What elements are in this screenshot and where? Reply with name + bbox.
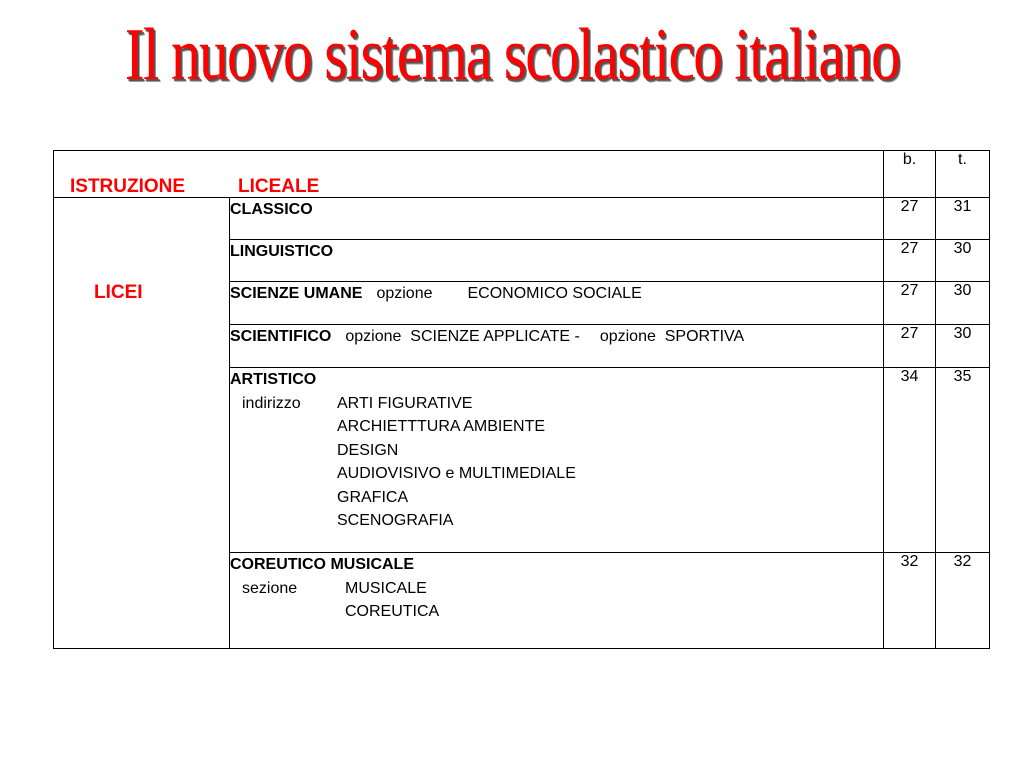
row-t: 30 xyxy=(936,282,990,325)
option-item: MUSICALE xyxy=(345,579,427,597)
licei-label: LICEI xyxy=(94,282,143,303)
option-item: SCENOGRAFIA xyxy=(337,512,454,529)
row-sub-word: indirizzo xyxy=(242,394,301,412)
row-t: 31 xyxy=(936,198,990,240)
row-name: CLASSICO xyxy=(230,201,313,218)
row-b: 32 xyxy=(884,553,936,649)
header-cell xyxy=(54,151,884,198)
table-header-row xyxy=(54,151,990,198)
row-option-value: ECONOMICO SOCIALE xyxy=(467,285,642,302)
licei-group-cell xyxy=(54,198,230,649)
option-item: GRAFICA xyxy=(337,488,409,506)
row-t: 32 xyxy=(936,553,990,649)
row-desc xyxy=(230,553,884,649)
header-istruzione: ISTRUZIONE xyxy=(70,176,186,197)
option-item: ARCHIETTTURA AMBIENTE xyxy=(337,418,546,435)
table-row xyxy=(54,198,990,240)
page-title: Il nuovo sistema scolastico italiano xyxy=(124,14,900,96)
row-desc xyxy=(230,240,884,282)
row-sub-word: sezione xyxy=(242,579,298,597)
row-option-applicate: opzione SCIENZE APPLICATE - xyxy=(345,328,580,345)
row-name: ARTISTICO xyxy=(230,371,317,388)
row-option-word: opzione xyxy=(376,285,433,302)
option-item: ARTI FIGURATIVE xyxy=(337,394,473,412)
row-desc xyxy=(230,282,884,325)
header-col-b: b. xyxy=(884,151,936,198)
row-t: 30 xyxy=(936,325,990,368)
header-liceale: LICEALE xyxy=(238,176,320,197)
row-desc xyxy=(230,198,884,240)
school-system-table xyxy=(53,150,990,649)
header-col-t: t. xyxy=(936,151,990,198)
row-t: 30 xyxy=(936,240,990,282)
row-name: SCIENZE UMANE xyxy=(230,285,363,302)
row-option-sportiva: opzione SPORTIVA xyxy=(599,328,745,345)
row-name: SCIENTIFICO xyxy=(230,328,332,345)
row-name: COREUTICO MUSICALE xyxy=(230,556,414,573)
row-b: 34 xyxy=(884,368,936,553)
row-t: 35 xyxy=(936,368,990,553)
row-b: 27 xyxy=(884,198,936,240)
option-item: AUDIOVISIVO e MULTIMEDIALE xyxy=(337,465,576,482)
row-name: LINGUISTICO xyxy=(230,243,334,260)
option-item: COREUTICA xyxy=(345,603,440,620)
row-desc xyxy=(230,368,884,553)
row-b: 27 xyxy=(884,282,936,325)
row-b: 27 xyxy=(884,325,936,368)
row-b: 27 xyxy=(884,240,936,282)
option-item: DESIGN xyxy=(337,441,399,459)
row-desc xyxy=(230,325,884,368)
